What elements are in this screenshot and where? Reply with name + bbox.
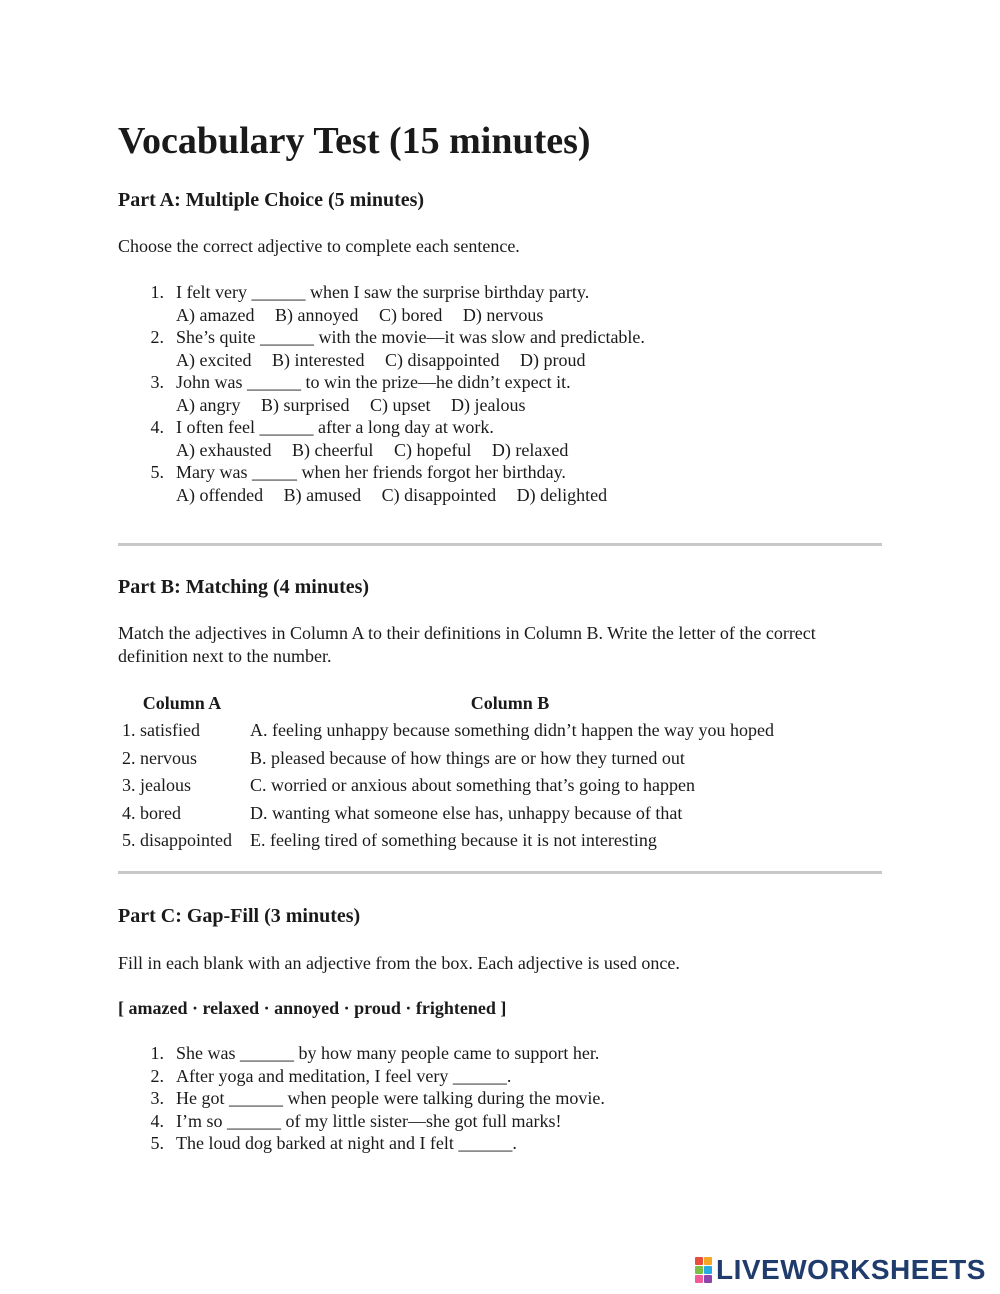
question-item <box>118 461 645 506</box>
question-text: She’s quite ______ with the movie—it was slow and predictable. <box>176 327 645 347</box>
option[interactable]: C) bored <box>378 304 443 325</box>
sentence-item <box>118 1132 605 1155</box>
question-item <box>118 371 645 416</box>
sentence-number: 4. <box>150 1110 164 1131</box>
table-row <box>118 717 774 745</box>
option[interactable]: B) interested <box>271 349 365 370</box>
option[interactable]: D) relaxed <box>491 439 569 460</box>
logo-text: LIVEWORKSHEETS <box>716 1254 986 1285</box>
option[interactable]: C) upset <box>369 394 431 415</box>
logo-blocks-icon <box>695 1257 712 1283</box>
option[interactable]: A) amazed <box>176 304 255 325</box>
sentence-text: He got ______ when people were talking during the movie. <box>176 1088 605 1108</box>
sentence-text: She was ______ by how many people came to support her. <box>176 1043 600 1063</box>
question-text: John was ______ to win the prize—he didn’t expect it. <box>176 372 571 392</box>
option[interactable]: D) proud <box>519 349 586 370</box>
option[interactable]: D) delighted <box>516 484 608 505</box>
question-number: 4. <box>150 417 164 437</box>
sentence-number: 5. <box>150 1133 164 1153</box>
column-a-header: Column A <box>142 693 222 713</box>
matching-header-row <box>118 690 774 717</box>
part-c-heading: Part C: Gap-Fill (3 minutes) <box>118 905 361 927</box>
part-a-instruction: Choose the correct adjective to complete each sentence. <box>118 236 520 256</box>
option[interactable]: B) annoyed <box>274 304 359 325</box>
question-number: 1. <box>150 282 164 302</box>
table-row <box>118 772 774 800</box>
question-number: 3. <box>150 372 164 392</box>
page-title: Vocabulary Test (15 minutes) <box>118 120 591 162</box>
liveworksheets-logo[interactable] <box>695 1254 986 1286</box>
section-divider <box>118 871 882 874</box>
question-text: I felt very ______ when I saw the surprise birthday party. <box>176 282 590 302</box>
option[interactable]: B) surprised <box>260 394 350 415</box>
part-c-sentence-list <box>118 1042 605 1155</box>
column-b-cell: E. feeling tired of something because it is not interesting <box>250 830 657 851</box>
table-row <box>118 827 774 855</box>
question-options <box>176 439 645 462</box>
option[interactable]: A) offended <box>176 484 264 505</box>
sentence-text: After yoga and meditation, I feel very ______. <box>176 1065 512 1086</box>
section-divider <box>118 543 882 546</box>
part-a-question-list <box>118 281 645 506</box>
sentence-number: 3. <box>150 1088 164 1108</box>
column-a-cell: 4. bored <box>122 802 181 823</box>
question-text: Mary was _____ when her friends forgot her birthday. <box>176 462 566 482</box>
option[interactable]: A) excited <box>176 349 252 370</box>
question-options <box>176 394 645 417</box>
question-item <box>118 281 645 326</box>
matching-table <box>118 690 774 855</box>
table-row <box>118 745 774 773</box>
question-number: 5. <box>150 462 164 482</box>
option[interactable]: A) exhausted <box>176 439 272 460</box>
option[interactable]: C) disappointed <box>381 484 497 505</box>
column-b-cell: D. wanting what someone else has, unhappy because of that <box>250 802 683 823</box>
question-number: 2. <box>150 327 164 347</box>
part-b-heading: Part B: Matching (4 minutes) <box>118 576 370 598</box>
sentence-text: The loud dog barked at night and I felt ______. <box>176 1133 517 1153</box>
column-a-cell: 1. satisfied <box>122 720 200 741</box>
option[interactable]: D) jealous <box>450 394 526 415</box>
part-c-instruction: Fill in each blank with an adjective from the box. Each adjective is used once. <box>118 953 680 973</box>
sentence-item <box>118 1042 605 1065</box>
question-item <box>118 416 645 461</box>
part-b-instruction: Match the adjectives in Column A to their definitions in Column B. Write the letter of the correct definition next to the number. <box>118 623 816 666</box>
question-options <box>176 484 645 507</box>
sentence-item <box>118 1065 605 1088</box>
option[interactable]: B) cheerful <box>291 439 374 460</box>
option[interactable]: D) nervous <box>462 304 544 325</box>
question-item <box>118 326 645 371</box>
question-text: I often feel ______ after a long day at work. <box>176 417 494 437</box>
option[interactable]: A) angry <box>176 394 241 415</box>
column-b-cell: C. worried or anxious about something that’s going to happen <box>250 775 695 796</box>
column-b-cell: A. feeling unhappy because something didn’t happen the way you hoped <box>250 720 775 741</box>
column-b-cell: B. pleased because of how things are or how they turned out <box>250 747 685 768</box>
sentence-number: 2. <box>150 1065 164 1086</box>
sentence-item <box>118 1110 605 1133</box>
table-row <box>118 800 774 828</box>
question-options <box>176 304 645 327</box>
column-a-cell: 3. jealous <box>122 775 191 796</box>
column-b-header: Column B <box>470 693 550 713</box>
sentence-number: 1. <box>150 1043 164 1063</box>
option[interactable]: B) amused <box>283 484 362 505</box>
option[interactable]: C) hopeful <box>393 439 472 460</box>
word-box: [ amazed · relaxed · annoyed · proud · frightened ] <box>118 998 507 1018</box>
sentence-item <box>118 1087 605 1110</box>
option[interactable]: C) disappointed <box>384 349 500 370</box>
part-a-heading: Part A: Multiple Choice (5 minutes) <box>118 189 425 211</box>
column-a-cell: 2. nervous <box>122 747 197 768</box>
sentence-text: I’m so ______ of my little sister—she got full marks! <box>176 1110 562 1131</box>
column-a-cell: 5. disappointed <box>122 830 232 851</box>
question-options <box>176 349 645 372</box>
